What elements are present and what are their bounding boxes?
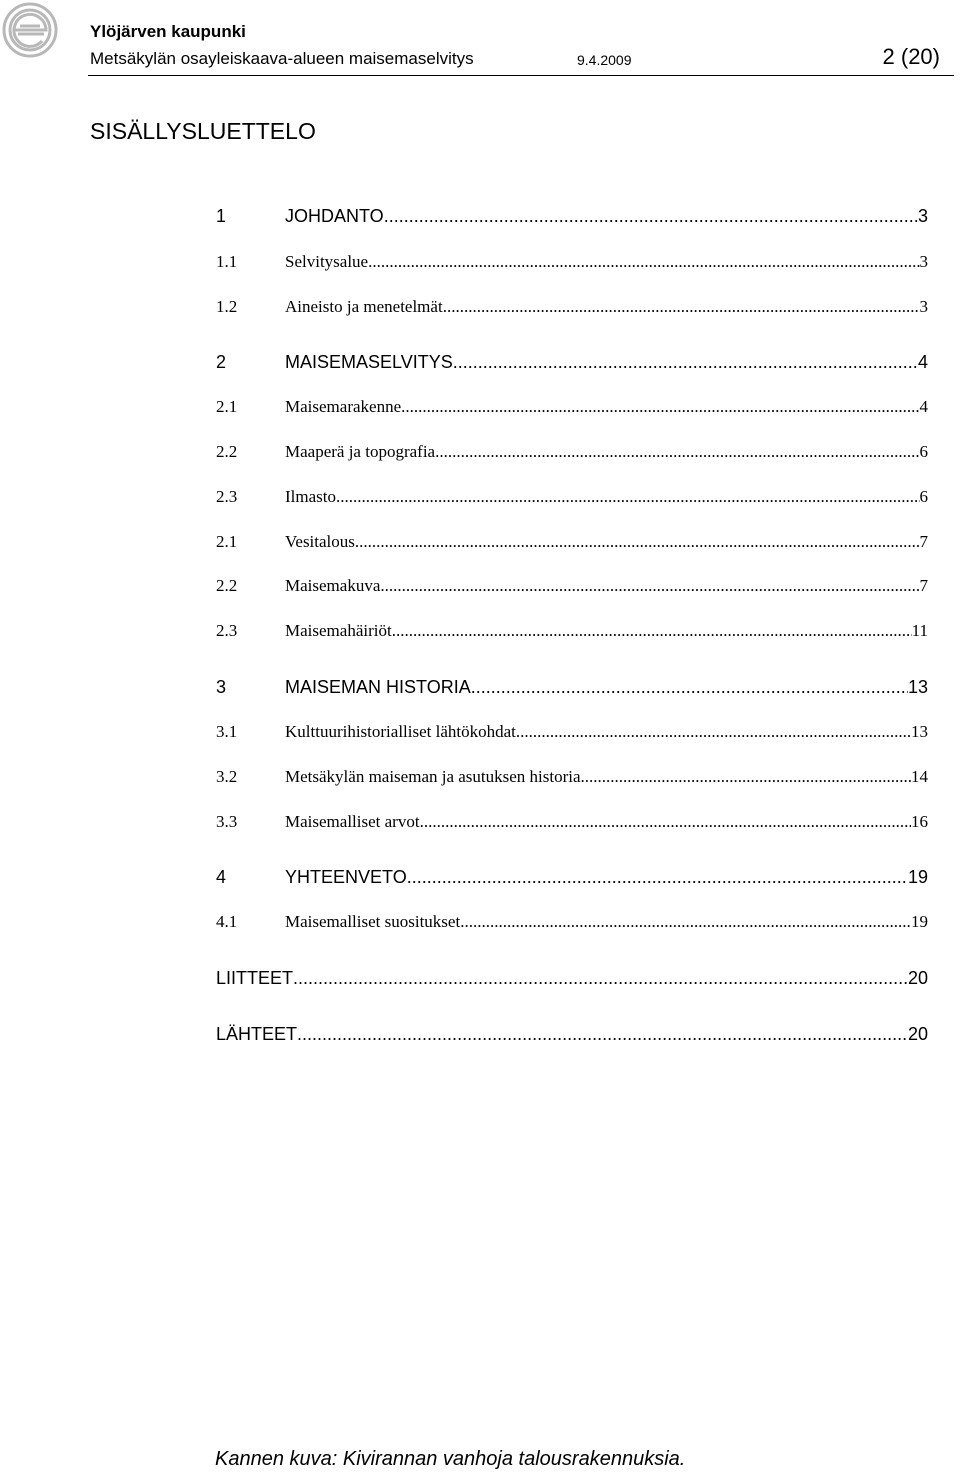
toc-entry-page: 7 xyxy=(919,576,928,595)
toc-entry-title: LÄHTEET xyxy=(216,1024,298,1044)
toc-entry-number: 1 xyxy=(216,206,227,226)
header-date: 9.4.2009 xyxy=(577,52,632,68)
toc-entry-page: 3 xyxy=(919,297,928,316)
toc-entry[interactable] xyxy=(216,297,928,317)
toc-entry-number: 1.1 xyxy=(216,252,238,271)
toc-entry-page: 11 xyxy=(911,621,928,640)
toc-entry[interactable] xyxy=(216,442,928,462)
header-document-title: Metsäkylän osayleiskaava-alueen maisemaselvitys xyxy=(90,49,474,68)
toc-entry-title: Maisemalliset arvot xyxy=(285,812,420,831)
toc-entry-title: Ilmasto xyxy=(285,487,336,506)
toc-leader-dots xyxy=(401,397,919,417)
toc-entry-page: 19 xyxy=(911,912,928,931)
toc-entry-title: Vesitalous xyxy=(285,532,355,551)
cover-image-caption: Kannen kuva: Kivirannan vanhoja talousrakennuksia. xyxy=(215,1448,686,1470)
toc-entry-page: 7 xyxy=(919,532,928,551)
toc-entry-title: Maisemalliset suositukset xyxy=(285,912,461,931)
toc-entry-number: 3.1 xyxy=(216,722,238,741)
toc-entry-number: 3.3 xyxy=(216,812,238,831)
toc-entry-number: 4 xyxy=(216,867,227,887)
toc-entry[interactable] xyxy=(216,722,928,742)
toc-entry-number: 3 xyxy=(216,677,227,697)
toc-entry[interactable] xyxy=(216,968,928,989)
toc-entry[interactable] xyxy=(216,532,928,552)
toc-entry-title: Kulttuurihistorialliset lähtökohdat xyxy=(285,722,516,741)
toc-leader-dots xyxy=(471,677,908,698)
toc-leader-dots xyxy=(460,912,911,932)
toc-leader-dots xyxy=(293,968,908,989)
toc-leader-dots xyxy=(516,722,911,742)
toc-entry-title: Maisemakuva xyxy=(285,576,381,595)
toc-entry-page: 4 xyxy=(917,352,928,372)
toc-entry-title: Maisemarakenne xyxy=(285,397,402,416)
toc-leader-dots xyxy=(435,442,919,462)
toc-entry-page: 19 xyxy=(907,867,928,887)
toc-entry-number: 1.2 xyxy=(216,297,238,316)
toc-entry-page: 6 xyxy=(919,442,928,461)
toc-entry-title: MAISEMAN HISTORIA xyxy=(285,677,471,697)
toc-entry-title: Aineisto ja menetelmät xyxy=(285,297,443,316)
toc-entry[interactable] xyxy=(216,576,928,596)
toc-entry-title: LIITTEET xyxy=(216,968,294,988)
toc-entry[interactable] xyxy=(216,867,928,888)
toc-entry[interactable] xyxy=(216,252,928,272)
toc-entry-page: 20 xyxy=(907,1024,928,1044)
toc-leader-dots xyxy=(443,297,920,317)
toc-leader-dots xyxy=(392,621,912,641)
toc-entry-title: YHTEENVETO xyxy=(285,867,407,887)
toc-entry[interactable] xyxy=(216,767,928,787)
toc-leader-dots xyxy=(420,812,911,832)
toc-entry-title: Maaperä ja topografia xyxy=(285,442,436,461)
toc-entry[interactable] xyxy=(216,912,928,932)
toc-leader-dots xyxy=(297,1024,908,1045)
toc-title: SISÄLLYSLUETTELO xyxy=(90,118,316,144)
header-page-number: 2 (20) xyxy=(882,44,940,69)
toc-entry[interactable] xyxy=(216,352,928,373)
toc-entry-page: 13 xyxy=(911,722,928,741)
toc-entry-number: 3.2 xyxy=(216,767,238,786)
toc-entry[interactable] xyxy=(216,677,928,698)
toc-entry-number: 2.3 xyxy=(216,621,238,640)
city-logo-icon xyxy=(0,0,60,60)
header-divider xyxy=(88,75,954,76)
header-organization: Ylöjärven kaupunki xyxy=(90,22,246,41)
toc-entry[interactable] xyxy=(216,487,928,507)
toc-leader-dots xyxy=(336,487,920,507)
toc-entry-number: 2.3 xyxy=(216,487,238,506)
toc-leader-dots xyxy=(453,352,918,373)
toc-leader-dots xyxy=(355,532,920,552)
toc-entry-page: 3 xyxy=(919,252,928,271)
toc-entry-title: Maisemahäiriöt xyxy=(285,621,392,640)
toc-entry-title: MAISEMASELVITYS xyxy=(285,352,453,372)
toc-entry[interactable] xyxy=(216,1024,928,1045)
toc-entry-page: 16 xyxy=(911,812,928,831)
toc-entry-number: 2.1 xyxy=(216,532,238,551)
toc-entry-number: 2 xyxy=(216,352,227,372)
toc-entry-page: 14 xyxy=(911,767,928,786)
toc-entry[interactable] xyxy=(216,397,928,417)
toc-entry-page: 3 xyxy=(917,206,928,226)
toc-entry[interactable] xyxy=(216,621,928,641)
toc-entry-page: 13 xyxy=(907,677,928,697)
toc-entry[interactable] xyxy=(216,206,928,227)
toc-leader-dots xyxy=(581,767,911,787)
toc-entry-title: Selvitysalue xyxy=(285,252,369,271)
toc-leader-dots xyxy=(407,867,908,888)
toc-leader-dots xyxy=(368,252,919,272)
toc-entry-page: 6 xyxy=(919,487,928,506)
toc-entry-number: 4.1 xyxy=(216,912,238,931)
toc-entry-page: 4 xyxy=(919,397,928,416)
toc-entry-number: 2.1 xyxy=(216,397,238,416)
toc-entry-number: 2.2 xyxy=(216,442,238,461)
toc-entry-number: 2.2 xyxy=(216,576,238,595)
toc-entry-title: JOHDANTO xyxy=(285,206,384,226)
toc-entry-page: 20 xyxy=(907,968,928,988)
toc-entry-title: Metsäkylän maiseman ja asutuksen historia xyxy=(285,767,581,786)
toc-leader-dots xyxy=(380,576,919,596)
toc-entry[interactable] xyxy=(216,812,928,832)
toc-leader-dots xyxy=(384,206,918,227)
